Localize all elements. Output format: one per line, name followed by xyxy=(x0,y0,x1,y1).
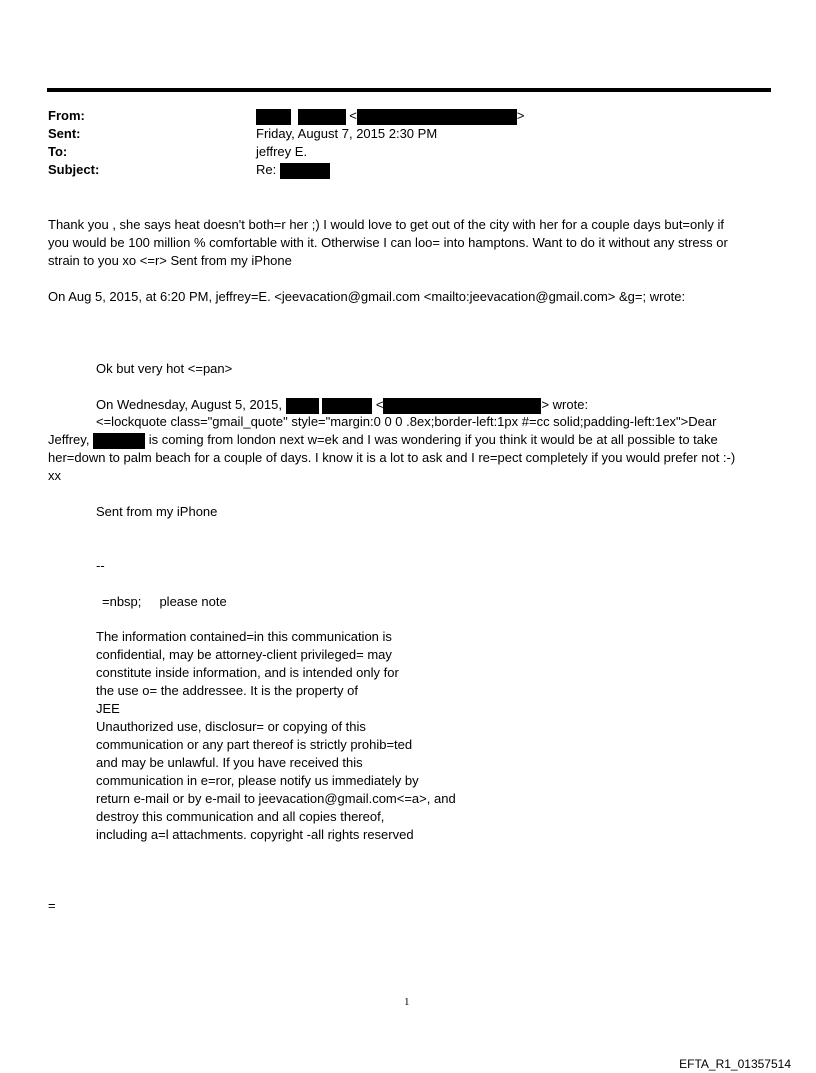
redaction xyxy=(93,433,145,449)
redaction xyxy=(383,398,541,414)
disclaimer-line: confidential, may be attorney-client privileged= may xyxy=(96,647,392,662)
to-value: jeffrey E. xyxy=(256,144,308,159)
redaction xyxy=(322,398,372,414)
disclaimer-line: communication or any part thereof is strictly prohib=ted xyxy=(96,737,413,752)
page-number: 1 xyxy=(404,996,410,1008)
body-line: you would be 100 million % comfortable with it. Otherwise I can loo= into hamptons. Want to do it without any stress or xyxy=(48,235,728,250)
disclaimer-line: the use o= the addressee. It is the property of xyxy=(96,683,358,698)
redaction xyxy=(286,398,319,414)
disclaimer-line: communication in e=ror, please notify us immediately by xyxy=(96,773,419,788)
disclaimer-line: including a=l attachments. copyright -all rights reserved xyxy=(96,827,414,842)
disclaimer-line: and may be unlawful. If you have received this xyxy=(96,755,363,770)
quote-lt: < xyxy=(375,397,384,412)
from-lt: < xyxy=(349,108,357,123)
from-value xyxy=(256,107,524,125)
body-line xyxy=(48,431,718,449)
subject-prefix: Re: xyxy=(256,162,277,177)
quote-header-text: On Wednesday, August 5, 2015, xyxy=(96,397,282,412)
disclaimer-line: constitute inside information, and is intended only for xyxy=(96,665,399,680)
quote-header-wrote: > wrote: xyxy=(541,397,589,412)
body-line: =nbsp; please note xyxy=(102,594,227,609)
body-line: her=down to palm beach for a couple of days. I know it is a lot to ask and I re=pect completely if you would prefer not :-) xyxy=(48,450,736,465)
disclaimer-line: JEE xyxy=(96,701,120,716)
sent-value: Friday, August 7, 2015 2:30 PM xyxy=(256,126,438,141)
disclaimer-line: The information contained=in this communication is xyxy=(96,629,392,644)
body-line: <=lockquote class="gmail_quote" style="margin:0 0 0 .8ex;border-left:1px #=cc solid;padding-left:1ex">Dear xyxy=(96,414,717,429)
body-text: is coming from london next w=ek and I was wondering if you think it would be at all possible to take xyxy=(148,432,718,447)
from-label: From: xyxy=(48,108,85,123)
redaction xyxy=(280,163,330,179)
quote-header-2 xyxy=(96,396,588,414)
trailing-equals: = xyxy=(48,898,56,913)
body-line: Ok but very hot <=pan> xyxy=(96,361,233,376)
signature-separator: -- xyxy=(96,558,105,573)
redaction xyxy=(256,109,291,125)
disclaimer-line: Unauthorized use, disclosur= or copying of this xyxy=(96,719,366,734)
sent-label: Sent: xyxy=(48,126,81,141)
body-line: Sent from my iPhone xyxy=(96,504,218,519)
header-rule xyxy=(47,88,771,92)
subject-value xyxy=(256,161,330,179)
body-line: strain to you xo <=r> Sent from my iPhone xyxy=(48,253,292,268)
body-line: xx xyxy=(48,468,61,483)
subject-label: Subject: xyxy=(48,162,100,177)
body-line: Thank you , she says heat doesn't both=r her ;) I would love to get out of the city with her for a couple days but=only if xyxy=(48,217,724,232)
redaction xyxy=(357,109,517,125)
from-gt: > xyxy=(516,108,525,123)
redaction xyxy=(298,109,346,125)
quote-header: On Aug 5, 2015, at 6:20 PM, jeffrey=E. <jeevacation@gmail.com <mailto:jeevacation@gmail.com> &g=; wrote: xyxy=(48,289,686,304)
to-label: To: xyxy=(48,144,68,159)
disclaimer-line: return e-mail or by e-mail to jeevacation@gmail.com<=a>, and xyxy=(96,791,456,806)
bates-number: EFTA_R1_01357514 xyxy=(679,1057,791,1071)
disclaimer-line: destroy this communication and all copies thereof, xyxy=(96,809,385,824)
body-text: Jeffrey, xyxy=(48,432,90,447)
